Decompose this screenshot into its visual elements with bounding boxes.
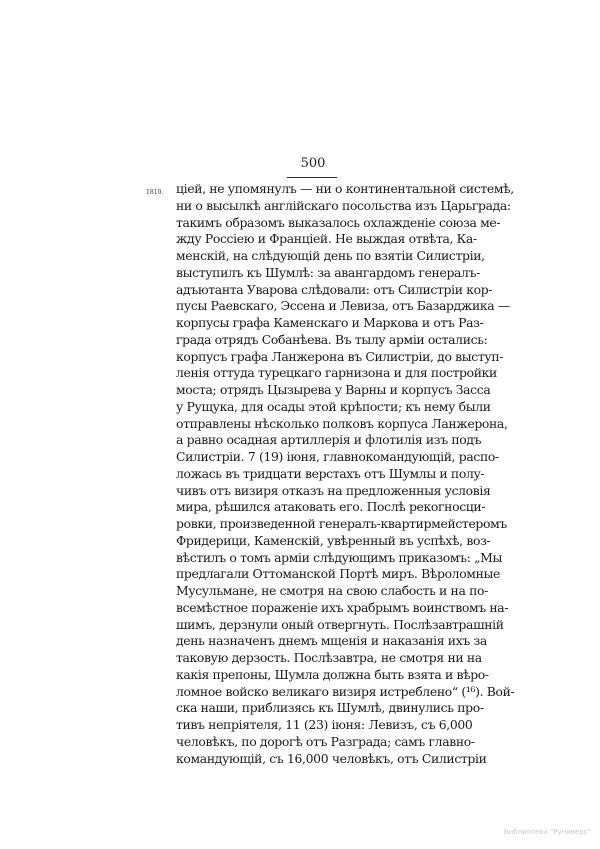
margin-year-note: 1810. [146, 189, 164, 196]
text-line: корпусы графа Каменскаго и Маркова и отъ Раз- [176, 315, 484, 330]
text-line: ломное войско великаго визиря истреблено“ (¹⁶). Вой- [176, 683, 515, 699]
text-line: такимъ образомъ выказалось охлажденіе союза ме- [176, 214, 501, 230]
text-line: моста; отрядъ Цызырева у Варны и корпусъ Засса [176, 382, 491, 397]
text-line: таковую дерзость. Послѣзавтра, не смотря ни на [176, 650, 482, 665]
text-line: Мусульмане, не смотря на свою слабость и на по- [176, 583, 488, 598]
text-line: мира, рѣшился атаковать его. Послѣ рекогносци- [176, 499, 486, 515]
text-line: человѣкъ, по дорогѣ отъ Разграда; самъ главно- [176, 733, 475, 749]
text-line: тивъ непріятеля, 11 (23) іюня: Левизъ, съ 6,000 [176, 717, 473, 732]
text-line: отправлены нѣсколько полковъ корпуса Ланжерона, [176, 415, 508, 431]
text-line: ленія оттуда турецкаго гарнизона и для постройки [176, 365, 497, 381]
text-line: Силистріи. 7 (19) іюня, главнокомандующій, распо- [176, 449, 499, 464]
text-line: чивъ отъ визиря отказъ на предложенныя условія [176, 482, 491, 498]
text-line: корпусъ графа Ланжерона въ Силистріи, до выступ- [176, 348, 504, 364]
text-line: ціей, не упомянулъ — ни о континентальной системѣ, [176, 181, 514, 196]
text-line: ска наши, приблизясь къ Шумлѣ, двинулись про- [176, 700, 484, 716]
text-line: ровки, произведенной генералъ-квартирмейстеромъ [176, 516, 507, 531]
text-line: пусы Раевскаго, Эссена и Левиза, отъ Базарджика — [176, 298, 510, 314]
text-line: адъютанта Уварова слѣдовали: отъ Силистріи кор- [176, 281, 493, 297]
body-text [176, 181, 515, 767]
header-rule [287, 177, 337, 178]
text-line: а равно осадная артиллерія и флотилія изъ подъ [176, 432, 482, 448]
text-line: ни о высылкѣ англійскаго посольства изъ Царьграда: [176, 197, 511, 213]
text-line: ложась въ тридцати верстахъ отъ Шумлы и полу- [176, 465, 485, 481]
text-line: предлагали Оттоманской Портѣ миръ. Вѣроломные [176, 566, 501, 582]
text-line: жду Россіею и Франціей. Не выждая отвѣта, Ка- [176, 231, 477, 247]
text-line: какія препоны, Шумла должна быть взята и вѣро- [176, 666, 489, 682]
page-number: 500 [300, 156, 326, 171]
text-line: шимъ, дерзнули оный отвергнуть. Послѣзавтрашній [176, 616, 504, 632]
text-line: у Рущука, для осады этой крѣпости; къ нему были [176, 398, 491, 414]
text-line: командующій, съ 16,000 человѣкъ, отъ Силистріи [176, 750, 487, 766]
text-line: града отрядъ Собанѣева. Въ тылу арміи остались: [176, 331, 488, 347]
text-line: вѣстилъ о томъ арміи слѣдующимъ приказомъ: „Мы [176, 549, 503, 565]
text-line: день назначенъ днемъ мщенія и наказанія ихъ за [176, 633, 487, 649]
text-line: Фридерици, Каменскій, увѣренный въ успѣхѣ, воз- [176, 532, 491, 548]
text-line: менскій, на слѣдующій день по взятіи Силистріи, [176, 248, 485, 263]
text-line: выступилъ къ Шумлѣ: за авангардомъ генералъ- [176, 264, 480, 280]
watermark: Библиотека "Руниверс" [504, 828, 591, 836]
text-line: всемѣстное пораженіе ихъ храбрымъ воинствомъ на- [176, 599, 509, 615]
